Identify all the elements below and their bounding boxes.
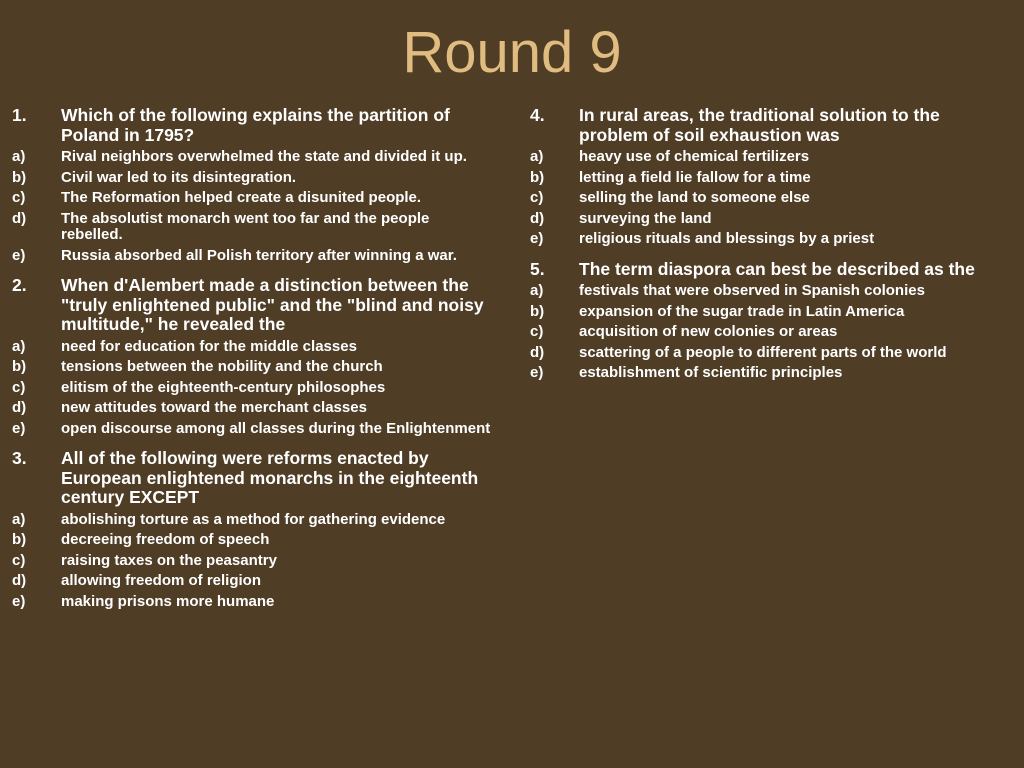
option-text: Rival neighbors overwhelmed the state and divided it up. xyxy=(61,148,467,165)
question-number: 4. xyxy=(530,105,545,125)
option-letter: d) xyxy=(12,399,27,416)
answer-option xyxy=(12,421,492,438)
question-header xyxy=(530,106,1000,145)
answer-options xyxy=(12,339,492,438)
option-text: need for education for the middle classes xyxy=(61,337,357,355)
answer-option xyxy=(12,512,492,529)
option-letter: a) xyxy=(530,282,544,299)
question-block xyxy=(12,276,492,437)
option-letter: b) xyxy=(12,358,27,375)
answer-option xyxy=(12,553,492,570)
option-text: The Reformation helped create a disunited people. xyxy=(61,189,422,206)
answer-option xyxy=(530,170,1000,187)
answer-option xyxy=(530,149,1000,166)
option-letter: d) xyxy=(530,209,545,227)
option-text: abolishing torture as a method for gathering evidence xyxy=(61,510,446,528)
left-column xyxy=(12,106,492,622)
answer-option xyxy=(12,573,492,590)
question-header xyxy=(12,276,492,335)
option-text: festivals that were observed in Spanish colonies xyxy=(579,282,925,299)
option-text: heavy use of chemical fertilizers xyxy=(579,148,810,165)
option-text: scattering of a people to different parts of the world xyxy=(579,343,947,361)
question-text: In rural areas, the traditional solution to the problem of soil exhaustion was xyxy=(579,105,940,145)
answer-options xyxy=(12,512,492,611)
answer-option xyxy=(12,190,492,207)
option-text: tensions between the nobility and the church xyxy=(61,358,383,375)
option-text: Civil war led to its disintegration. xyxy=(61,168,297,186)
question-number: 3. xyxy=(12,448,27,468)
option-letter: d) xyxy=(12,209,27,227)
option-text: allowing freedom of religion xyxy=(61,572,262,589)
option-letter: c) xyxy=(530,323,544,340)
answer-option xyxy=(12,170,492,187)
answer-option xyxy=(530,231,1000,248)
option-text: new attitudes toward the merchant classes xyxy=(61,399,367,416)
option-text: letting a field lie fallow for a time xyxy=(579,168,811,186)
option-letter: a) xyxy=(12,337,26,355)
question-number: 2. xyxy=(12,275,27,295)
option-letter: b) xyxy=(12,168,27,186)
answer-option xyxy=(530,190,1000,207)
option-text: selling the land to someone else xyxy=(579,189,810,206)
question-block xyxy=(530,106,1000,248)
option-text: elitism of the eighteenth-century philosophes xyxy=(61,378,386,396)
answer-option xyxy=(530,365,1000,382)
option-letter: a) xyxy=(12,148,26,165)
answer-option xyxy=(12,339,492,356)
slide-title: Round 9 xyxy=(402,20,622,85)
answer-option xyxy=(530,211,1000,228)
option-letter: d) xyxy=(12,572,27,589)
question-header xyxy=(530,260,1000,280)
option-text: surveying the land xyxy=(579,209,712,227)
question-number: 1. xyxy=(12,105,27,125)
question-text: All of the following were reforms enacted by European enlightened monarchs in the eighteenth century EXCEPT xyxy=(61,448,479,507)
question-text: When d'Alembert made a distinction between the "truly enlightened public" and the "blind and noisy multitude," he revealed the xyxy=(61,275,484,334)
option-text: open discourse among all classes during the Enlightenment xyxy=(61,419,491,437)
answer-option xyxy=(530,283,1000,300)
answer-options xyxy=(530,149,1000,248)
answer-option xyxy=(12,248,492,265)
option-letter: e) xyxy=(12,246,26,264)
option-text: The absolutist monarch went too far and the people rebelled. xyxy=(61,209,430,243)
answer-options xyxy=(12,149,492,264)
question-block xyxy=(12,449,492,610)
option-letter: d) xyxy=(530,343,545,361)
option-letter: b) xyxy=(530,302,545,320)
option-text: establishment of scientific principles xyxy=(579,364,843,381)
answer-option xyxy=(530,345,1000,362)
answer-options xyxy=(530,283,1000,382)
option-letter: b) xyxy=(12,531,27,548)
option-letter: b) xyxy=(530,168,545,186)
answer-option xyxy=(12,400,492,417)
option-letter: e) xyxy=(12,419,26,437)
answer-option xyxy=(12,149,492,166)
option-letter: c) xyxy=(12,378,26,396)
option-letter: e) xyxy=(530,364,544,381)
option-text: Russia absorbed all Polish territory after winning a war. xyxy=(61,246,457,264)
option-letter: a) xyxy=(530,148,544,165)
option-text: religious rituals and blessings by a priest xyxy=(579,230,875,247)
right-column xyxy=(530,106,1000,394)
option-letter: e) xyxy=(530,230,544,247)
question-block xyxy=(530,260,1000,382)
question-header xyxy=(12,106,492,145)
question-text: Which of the following explains the partition of Poland in 1795? xyxy=(61,105,450,145)
answer-option xyxy=(12,359,492,376)
question-block xyxy=(12,106,492,264)
answer-option xyxy=(12,532,492,549)
option-text: decreeing freedom of speech xyxy=(61,531,270,548)
answer-option xyxy=(12,594,492,611)
option-letter: e) xyxy=(12,592,26,610)
question-text: The term diaspora can best be described as the xyxy=(579,258,975,279)
question-number: 5. xyxy=(530,258,545,279)
question-header xyxy=(12,449,492,508)
answer-option xyxy=(12,211,492,244)
option-letter: c) xyxy=(530,189,544,206)
answer-option xyxy=(530,324,1000,341)
answer-option xyxy=(12,380,492,397)
option-text: expansion of the sugar trade in Latin America xyxy=(579,302,905,320)
option-letter: c) xyxy=(12,551,26,569)
option-letter: a) xyxy=(12,510,26,528)
option-text: making prisons more humane xyxy=(61,592,275,610)
option-letter: c) xyxy=(12,189,26,206)
option-text: raising taxes on the peasantry xyxy=(61,551,277,569)
option-text: acquisition of new colonies or areas xyxy=(579,323,838,340)
answer-option xyxy=(530,304,1000,321)
